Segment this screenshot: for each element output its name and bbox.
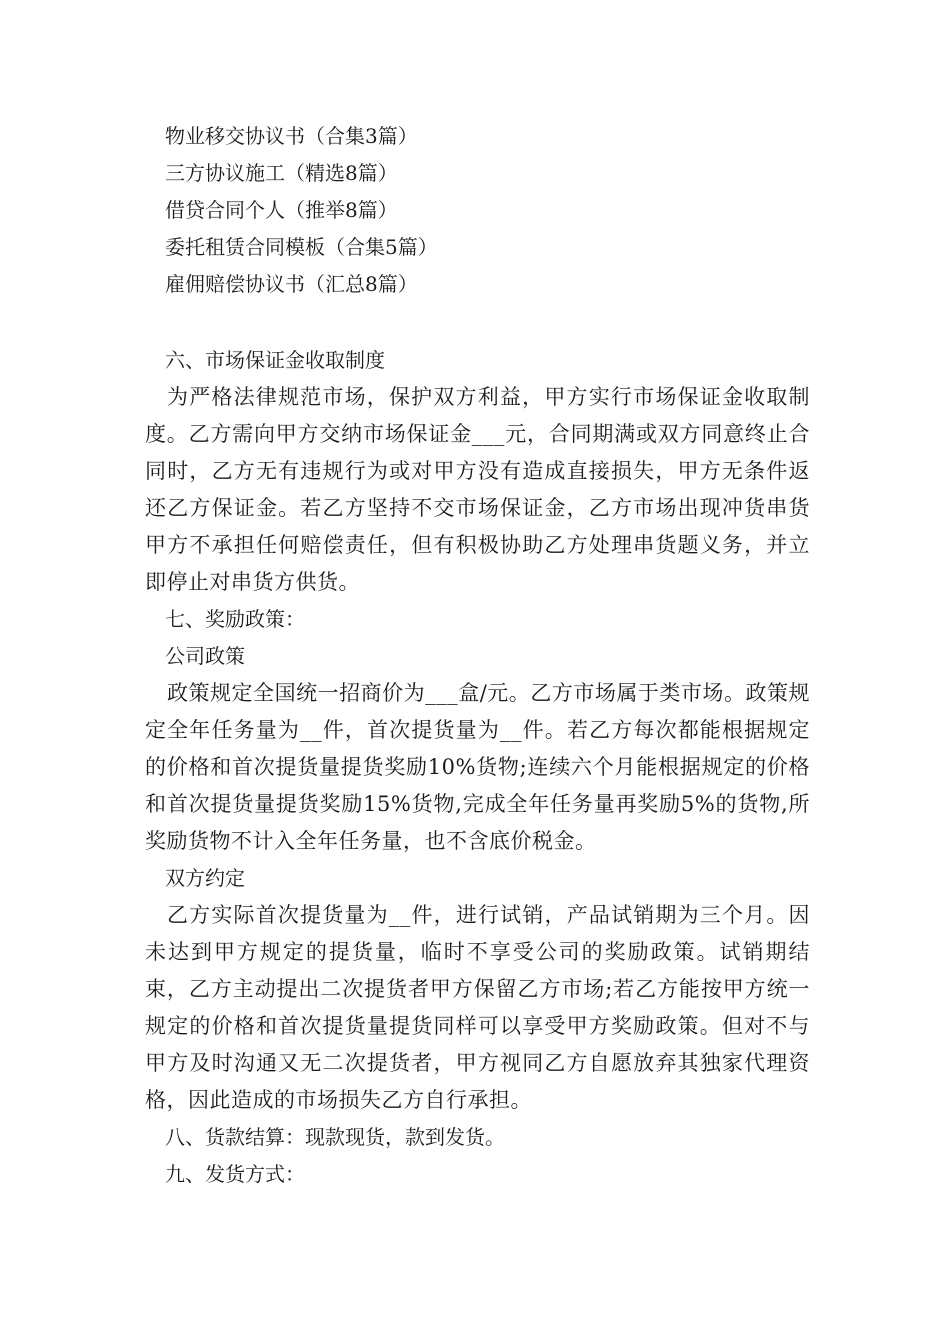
company-policy-paragraph: 政策规定全国统一招商价为___盒/元。乙方市场属于类市场。政策规定全年任务量为__件，首次提货量为__件。若乙方每次都能根据规定的价格和首次提货量提货奖励10%货物;连续六个月能根据规定的价格和首次提货量提货奖励15%货物,完成全年任务量再奖励5%的货物,所奖励货物不计入全年任务量，也不含底价税金。 [145,681,810,853]
related-article-link[interactable]: 借贷合同个人（推举8篇） [165,198,398,222]
company-policy-heading: 公司政策 [165,644,245,668]
related-article-link[interactable]: 物业移交协议书（合集3篇） [165,124,418,148]
mutual-agreement-paragraph: 乙方实际首次提货量为__件，进行试销，产品试销期为三个月。因未达到甲方规定的提货量，临时不享受公司的奖励政策。试销期结束，乙方主动提出二次提货者甲方保留乙方市场;若乙方能按甲方统一规定的价格和首次提货量提货同样可以享受甲方奖励政策。但对不与甲方及时沟通又无二次提货者，甲方视同乙方自愿放弃其独家代理资格，因此造成的市场损失乙方自行承担。 [145,903,810,1112]
related-article-link[interactable]: 三方协议施工（精选8篇） [165,161,398,185]
section-9-heading: 九、发货方式： [165,1162,305,1186]
section-8-heading: 八、货款结算：现款现货，款到发货。 [165,1125,505,1149]
contract-body [145,342,810,1193]
related-article-link[interactable]: 委托租赁合同模板（合集5篇） [165,235,438,259]
related-article-link[interactable]: 雇佣赔偿协议书（汇总8篇） [165,272,418,296]
section-6-paragraph: 为严格法律规范市场，保护双方利益，甲方实行市场保证金收取制度。乙方需向甲方交纳市场保证金___元，合同期满或双方同意终止合同时，乙方无有违规行为或对甲方没有造成直接损失，甲方无条件返还乙方保证金。若乙方坚持不交市场保证金，乙方市场出现冲货串货甲方不承担任何赔偿责任，但有积极协助乙方处理串货题义务，并立即停止对串货方供货。 [145,385,810,594]
related-articles-list [165,118,805,303]
section-6-heading: 六、市场保证金收取制度 [165,348,385,372]
section-7-heading: 七、奖励政策： [165,607,305,631]
mutual-agreement-heading: 双方约定 [165,866,245,890]
